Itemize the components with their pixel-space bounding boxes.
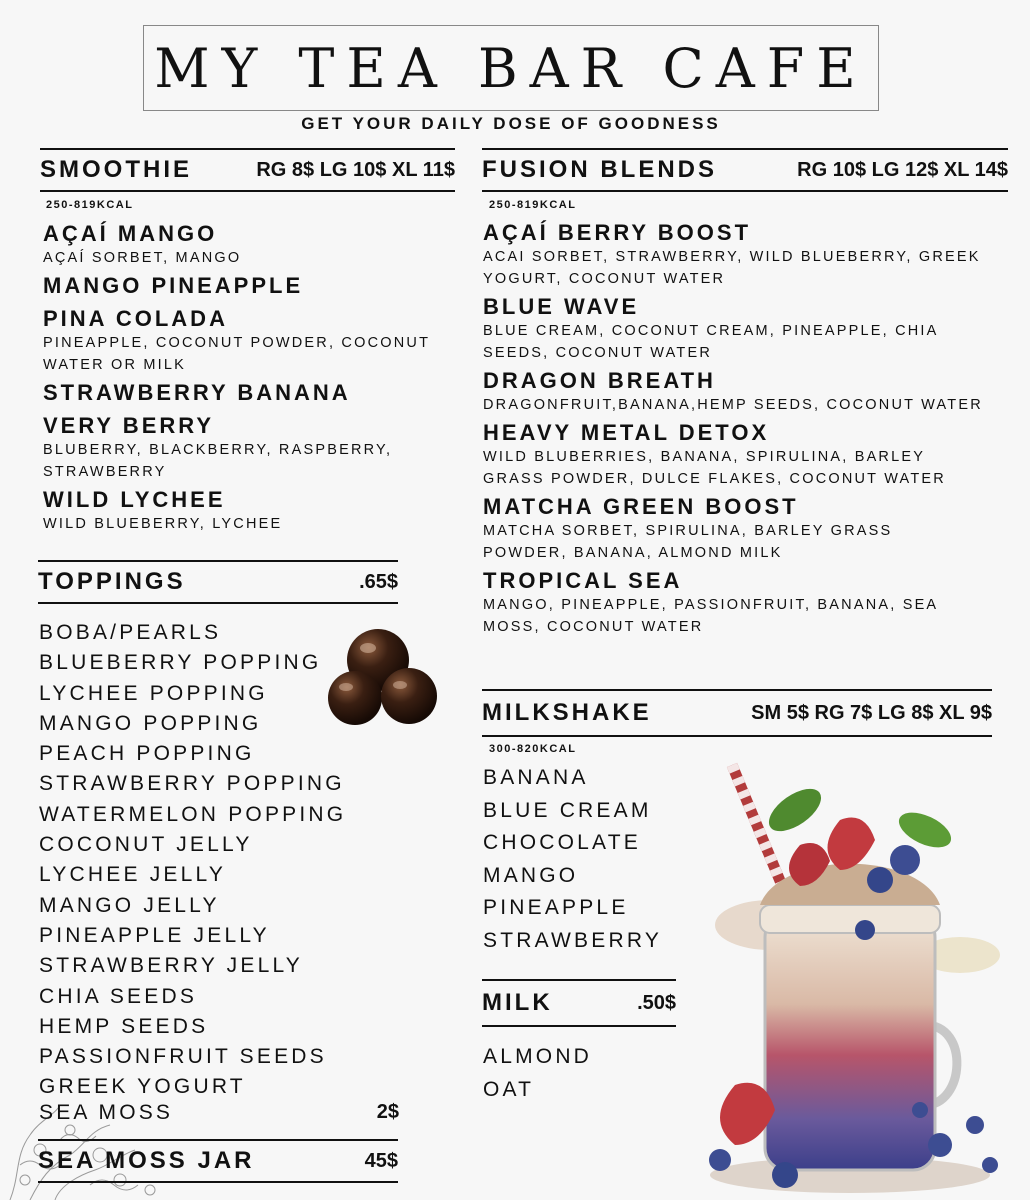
tagline: GET YOUR DAILY DOSE OF GOODNESS [301,114,721,133]
menu-item-desc: MATCHA SORBET, SPIRULINA, BARLEY GRASS POWDER, BANANA, ALMOND MILK [483,523,893,561]
menu-item-name: STRAWBERRY BANANA [43,380,351,405]
milkshake-list [483,762,662,958]
list-item: CHOCOLATE [483,831,641,855]
list-item: HEMP SEEDS [39,1014,209,1038]
list-item: MANGO JELLY [39,893,220,917]
sea-moss-price: 2$ [376,1101,399,1123]
menu-item-desc: WILD BLUEBERRY, LYCHEE [43,516,283,532]
smoothie-title: SMOOTHIE [40,156,193,183]
list-item: BANANA [483,766,589,789]
smoothie-prices: RG 8$ LG 10$ XL 11$ [256,158,455,181]
list-item: MANGO POPPING [39,711,262,735]
list-item: CHIA SEEDS [39,984,198,1008]
page-title: MY TEA BAR CAFE [154,36,868,100]
milkshake-header [482,689,992,737]
menu-item-desc: DRAGONFRUIT,BANANA,HEMP SEEDS, COCONUT WATER [483,397,983,413]
boba-pearls-icon [325,628,440,728]
milk-header [482,979,676,1027]
milkshake-prices: SM 5$ RG 7$ LG 8$ XL 9$ [751,701,992,724]
list-item: GREEK YOGURT [39,1075,246,1099]
toppings-price: .65$ [359,570,398,593]
milkshake-title: MILKSHAKE [482,699,652,726]
list-item: COCONUT JELLY [39,833,253,857]
list-item: BLUE CREAM [483,798,652,822]
menu-item-desc: ACAI SORBET, STRAWBERRY, WILD BLUEBERRY, GREEK YOGURT, COCONUT WATER [483,249,981,287]
menu-item-name: PINA COLADA [43,306,228,331]
list-item: STRAWBERRY [483,928,663,952]
milkshake-kcal: 300-820KCAL [489,743,577,755]
milk-price: .50$ [637,991,676,1014]
fusion-title: FUSION BLENDS [482,156,718,183]
list-item: LYCHEE JELLY [39,863,227,887]
menu-item-name: AÇAÍ MANGO [43,221,218,246]
sea-moss-row [39,1101,399,1125]
menu-item-name: MATCHA GREEN BOOST [483,494,799,519]
fusion-kcal: 250-819KCAL [489,199,577,211]
list-item: STRAWBERRY POPPING [39,772,345,796]
list-item: PINEAPPLE [483,896,629,920]
menu-item-desc: WILD BLUBERRIES, BANANA, SPIRULINA, BARLEY GRASS POWDER, DULCE FLAKES, COCONUT WATER [483,449,946,487]
menu-item-name: WILD LYCHEE [43,487,226,512]
list-item: MANGO [483,863,579,887]
fusion-prices: RG 10$ LG 12$ XL 14$ [797,158,1008,181]
smoothie-list [43,220,463,538]
title-box [143,25,879,111]
smoothie-kcal: 250-819KCAL [46,199,134,211]
list-item: STRAWBERRY JELLY [39,954,303,978]
menu-item-name: DRAGON BREATH [483,368,716,393]
list-item: PASSIONFRUIT SEEDS [39,1045,327,1069]
menu-item-name: VERY BERRY [43,413,215,438]
menu-item-name: AÇAÍ BERRY BOOST [483,220,752,245]
milk-list [483,1040,592,1106]
menu-item-name: HEAVY METAL DETOX [483,420,770,445]
list-item: BLUEBERRY POPPING [39,651,322,675]
menu-item-name: BLUE WAVE [483,294,640,319]
milk-title: MILK [482,989,553,1016]
toppings-header [38,560,398,604]
list-item: ALMOND [483,1045,593,1068]
menu-item-desc: AÇAÍ SORBET, MANGO [43,250,242,266]
list-item: PEACH POPPING [39,742,255,766]
list-item: PINEAPPLE JELLY [39,923,270,947]
fusion-list [483,219,983,641]
sea-moss-jar-label: SEA MOSS JAR [38,1147,255,1174]
sea-moss-label: SEA MOSS [39,1101,174,1124]
menu-item-name: MANGO PINEAPPLE [43,273,304,298]
list-item: BOBA/PEARLS [39,621,222,644]
toppings-title: TOPPINGS [38,568,186,595]
smoothie-jar-icon [690,755,1020,1195]
menu-item-desc: BLUE CREAM, COCONUT CREAM, PINEAPPLE, CHIA SEEDS, COCONUT WATER [483,323,938,361]
smoothie-header [40,148,455,192]
menu-item-name: TROPICAL SEA [483,568,683,593]
sea-moss-jar-price: 45$ [364,1149,398,1172]
list-item: WATERMELON POPPING [39,802,347,826]
fusion-header [482,148,1008,192]
list-item: OAT [483,1078,535,1101]
menu-item-desc: BLUBERRY, BLACKBERRY, RASPBERRY, STRAWBERRY [43,442,393,480]
list-item: LYCHEE POPPING [39,681,268,705]
sea-moss-jar-row [38,1139,398,1183]
menu-item-desc: MANGO, PINEAPPLE, PASSIONFRUIT, BANANA, SEA MOSS, COCONUT WATER [483,597,938,635]
toppings-list [39,618,346,1103]
menu-item-desc: PINEAPPLE, COCONUT POWDER, COCONUT WATER OR MILK [43,335,430,373]
